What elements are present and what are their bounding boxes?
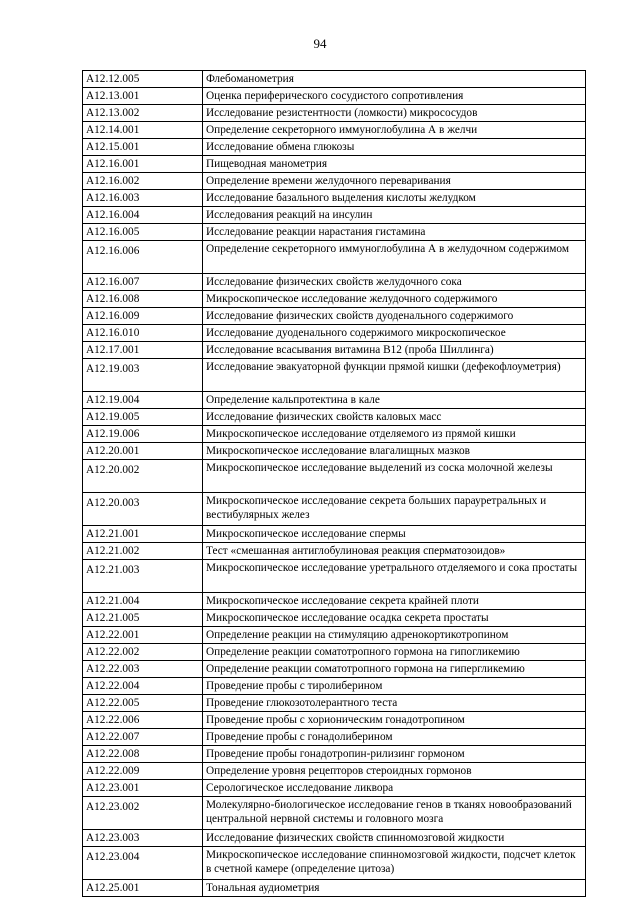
procedure-code-cell: A12.19.003 [83, 359, 203, 392]
procedure-code-cell: A12.16.001 [83, 156, 203, 173]
procedure-code-cell: A12.22.008 [83, 746, 203, 763]
table-row [83, 526, 586, 543]
procedure-code-cell: A12.16.003 [83, 190, 203, 207]
procedure-name-cell: Исследование физических свойств спинномозговой жидкости [203, 830, 586, 847]
procedure-name-cell: Исследование физических свойств дуоденального содержимого [203, 308, 586, 325]
table-row [83, 207, 586, 224]
table-row [83, 392, 586, 409]
procedure-name-cell: Проведение пробы гонадотропин-рилизинг гормоном [203, 746, 586, 763]
procedure-code-cell: A12.21.003 [83, 560, 203, 593]
procedure-code-cell: A12.22.009 [83, 763, 203, 780]
table-row [83, 780, 586, 797]
procedure-name-cell: Определение времени желудочного переваривания [203, 173, 586, 190]
procedure-name-cell: Исследование физических свойств каловых масс [203, 409, 586, 426]
table-row [83, 627, 586, 644]
procedure-code-cell: A12.16.007 [83, 274, 203, 291]
procedure-name-cell: Исследование реакции нарастания гистамина [203, 224, 586, 241]
procedure-code-cell: A12.25.001 [83, 880, 203, 897]
procedure-name-cell: Исследования реакций на инсулин [203, 207, 586, 224]
procedure-name-cell: Исследование физических свойств желудочного сока [203, 274, 586, 291]
procedure-name-cell: Молекулярно-биологическое исследование генов в тканях новообразований центральной нервной системы и головного мозга [203, 797, 586, 830]
table-row [83, 325, 586, 342]
procedure-code-cell: A12.16.008 [83, 291, 203, 308]
procedure-name-cell: Исследование базального выделения кислоты желудком [203, 190, 586, 207]
procedure-name-cell: Определение секреторного иммуноглобулина А в желчи [203, 122, 586, 139]
procedure-name-cell: Серологическое исследование ликвора [203, 780, 586, 797]
table-row [83, 88, 586, 105]
procedure-name-cell: Определение реакции на стимуляцию адренокортикотропином [203, 627, 586, 644]
procedure-name-cell: Оценка периферического сосудистого сопротивления [203, 88, 586, 105]
procedure-code-cell: A12.22.002 [83, 644, 203, 661]
procedure-code-cell: A12.13.001 [83, 88, 203, 105]
procedure-code-cell: A12.21.001 [83, 526, 203, 543]
page-number: 94 [313, 36, 327, 51]
procedure-code-cell: A12.21.004 [83, 593, 203, 610]
procedure-name-cell: Микроскопическое исследование секрета крайней плоти [203, 593, 586, 610]
procedure-code-cell: A12.20.003 [83, 493, 203, 526]
procedures-table [82, 70, 586, 897]
table-row [83, 122, 586, 139]
procedure-name-cell: Микроскопическое исследование влагалищных мазков [203, 443, 586, 460]
table-row [83, 644, 586, 661]
procedure-name-cell: Исследование обмена глюкозы [203, 139, 586, 156]
table-row [83, 493, 586, 526]
procedure-code-cell: A12.22.007 [83, 729, 203, 746]
table-row [83, 847, 586, 880]
procedure-code-cell: A12.22.003 [83, 661, 203, 678]
procedure-name-cell: Определение реакции соматотропного гормона на гипергликемию [203, 661, 586, 678]
procedure-name-cell: Проведение пробы с тиролиберином [203, 678, 586, 695]
table-row [83, 224, 586, 241]
procedure-name-cell: Пищеводная манометрия [203, 156, 586, 173]
table-row [83, 359, 586, 392]
procedure-name-cell: Микроскопическое исследование спермы [203, 526, 586, 543]
table-row [83, 156, 586, 173]
table-row [83, 880, 586, 897]
procedure-code-cell: A12.21.002 [83, 543, 203, 560]
procedure-code-cell: A12.23.002 [83, 797, 203, 830]
procedure-name-cell: Определение уровня рецепторов стероидных гормонов [203, 763, 586, 780]
procedure-code-cell: A12.19.006 [83, 426, 203, 443]
procedure-name-cell: Микроскопическое исследование выделений из соска молочной железы [203, 460, 586, 493]
procedure-code-cell: A12.16.005 [83, 224, 203, 241]
table-row [83, 308, 586, 325]
procedure-name-cell: Исследование дуоденального содержимого микроскопическое [203, 325, 586, 342]
procedure-name-cell: Определение секреторного иммуноглобулина А в желудочном содержимом [203, 241, 586, 274]
procedure-code-cell: A12.17.001 [83, 342, 203, 359]
procedure-name-cell: Микроскопическое исследование спинномозговой жидкости, подсчет клеток в счетной камере (определение цитоза) [203, 847, 586, 880]
table-row [83, 291, 586, 308]
table-row [83, 610, 586, 627]
procedure-code-cell: A12.21.005 [83, 610, 203, 627]
procedure-code-cell: A12.15.001 [83, 139, 203, 156]
table-row [83, 342, 586, 359]
table-row [83, 173, 586, 190]
procedure-code-cell: A12.16.006 [83, 241, 203, 274]
table-row [83, 678, 586, 695]
procedure-code-cell: A12.16.009 [83, 308, 203, 325]
table-row [83, 71, 586, 88]
procedure-name-cell: Микроскопическое исследование отделяемого из прямой кишки [203, 426, 586, 443]
table-row [83, 593, 586, 610]
table-row [83, 105, 586, 122]
table-row [83, 712, 586, 729]
procedure-code-cell: A12.22.004 [83, 678, 203, 695]
procedure-name-cell: Тест «смешанная антиглобулиновая реакция сперматозоидов» [203, 543, 586, 560]
procedure-code-cell: A12.23.001 [83, 780, 203, 797]
procedure-code-cell: A12.20.002 [83, 460, 203, 493]
table-row [83, 661, 586, 678]
procedure-name-cell: Исследование резистентности (ломкости) микрососудов [203, 105, 586, 122]
procedure-name-cell: Проведение пробы с гонадолиберином [203, 729, 586, 746]
procedure-name-cell: Тональная аудиометрия [203, 880, 586, 897]
procedure-code-cell: A12.16.010 [83, 325, 203, 342]
procedure-code-cell: A12.22.001 [83, 627, 203, 644]
table-row [83, 797, 586, 830]
procedure-code-cell: A12.23.004 [83, 847, 203, 880]
table-row [83, 763, 586, 780]
table-row [83, 543, 586, 560]
procedure-name-cell: Проведение глюкозотолерантного теста [203, 695, 586, 712]
procedure-code-cell: A12.16.002 [83, 173, 203, 190]
procedures-table-body [83, 71, 586, 897]
table-row [83, 695, 586, 712]
procedure-name-cell: Определение кальпротектина в кале [203, 392, 586, 409]
procedure-name-cell: Микроскопическое исследование секрета больших парауретральных и вестибулярных желез [203, 493, 586, 526]
table-row [83, 443, 586, 460]
procedure-name-cell: Проведение пробы с хорионическим гонадотропином [203, 712, 586, 729]
procedure-code-cell: A12.13.002 [83, 105, 203, 122]
table-row [83, 241, 586, 274]
procedure-code-cell: A12.12.005 [83, 71, 203, 88]
table-row [83, 729, 586, 746]
table-row [83, 409, 586, 426]
table-row [83, 830, 586, 847]
table-row [83, 139, 586, 156]
procedure-code-cell: A12.16.004 [83, 207, 203, 224]
procedure-name-cell: Определение реакции соматотропного гормона на гипогликемию [203, 644, 586, 661]
procedure-name-cell: Микроскопическое исследование осадка секрета простаты [203, 610, 586, 627]
table-row [83, 746, 586, 763]
procedure-name-cell: Флебоманометрия [203, 71, 586, 88]
procedure-name-cell: Исследование эвакуаторной функции прямой кишки (дефекофлоуметрия) [203, 359, 586, 392]
table-row [83, 460, 586, 493]
table-row [83, 190, 586, 207]
table-row [83, 560, 586, 593]
table-row [83, 274, 586, 291]
procedure-code-cell: A12.22.005 [83, 695, 203, 712]
procedure-name-cell: Микроскопическое исследование желудочного содержимого [203, 291, 586, 308]
procedure-code-cell: A12.14.001 [83, 122, 203, 139]
procedure-name-cell: Микроскопическое исследование уретрального отделяемого и сока простаты [203, 560, 586, 593]
procedure-name-cell: Исследование всасывания витамина В12 (проба Шиллинга) [203, 342, 586, 359]
procedure-code-cell: A12.23.003 [83, 830, 203, 847]
procedure-code-cell: A12.22.006 [83, 712, 203, 729]
procedure-code-cell: A12.20.001 [83, 443, 203, 460]
procedure-code-cell: A12.19.005 [83, 409, 203, 426]
procedure-code-cell: A12.19.004 [83, 392, 203, 409]
table-row [83, 426, 586, 443]
